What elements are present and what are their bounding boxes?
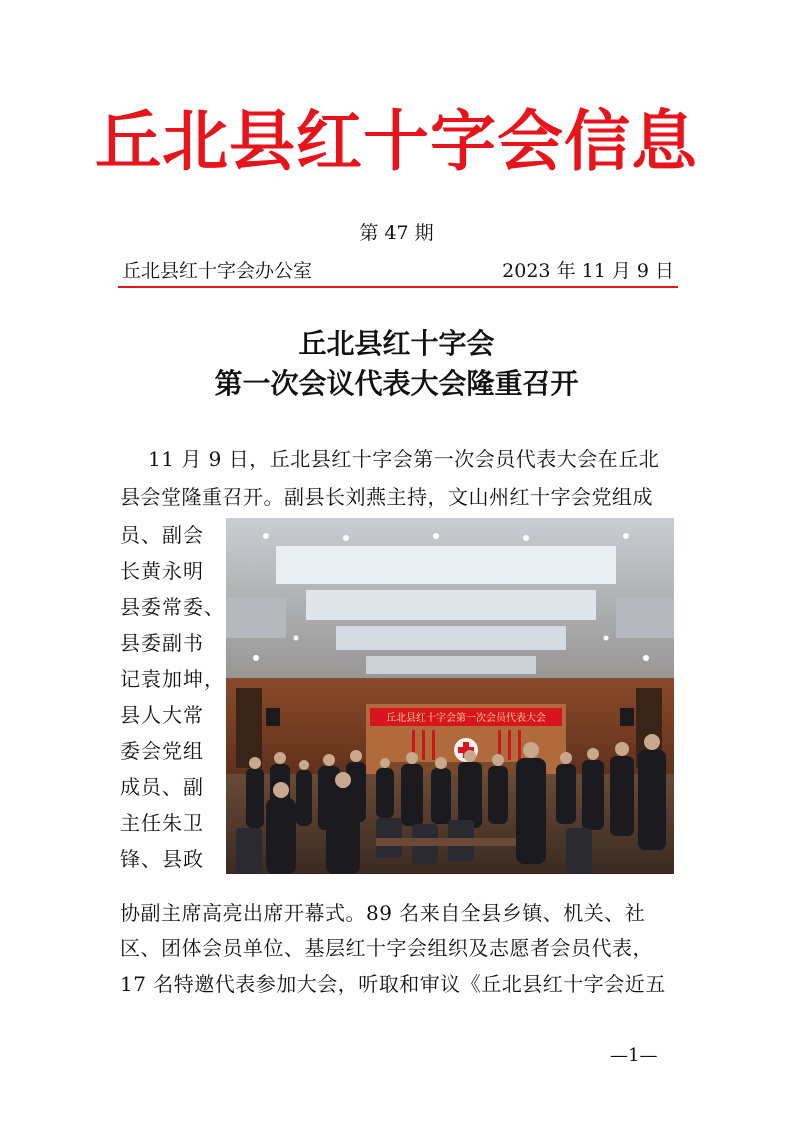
header-rule xyxy=(118,286,678,288)
wrapped-line-6: 县人大常 xyxy=(120,703,204,727)
wrapped-line-5: 记袁加坤， xyxy=(120,667,225,691)
body-line-3: 协副主席高亮出席开幕式。89 名来自全县乡镇、机关、社 xyxy=(120,901,646,925)
wrapped-line-8: 成员、副 xyxy=(120,775,204,799)
body-line-5: 17 名特邀代表参加大会，听取和审议《丘北县红十字会近五 xyxy=(120,972,666,996)
headline-line-1: 丘北县红十字会 xyxy=(298,327,495,360)
wrapped-line-10: 锋、县政 xyxy=(120,847,204,871)
body-line-1: 11 月 9 日，丘北县红十字会第一次会员代表大会在丘北 xyxy=(148,447,660,471)
wrapped-line-7: 委会党组 xyxy=(120,739,204,763)
issuing-office: 丘北县红十字会办公室 xyxy=(122,260,313,282)
meeting-photo xyxy=(226,518,674,874)
wrapped-line-9: 主任朱卫 xyxy=(120,811,204,835)
wrapped-line-2: 长黄永明 xyxy=(120,559,204,583)
wrapped-line-1: 员、副会 xyxy=(120,523,204,547)
page-number: —1— xyxy=(610,1045,658,1066)
body-line-4: 区、团体会员单位、基层红十字会组织及志愿者会员代表， xyxy=(120,936,653,960)
headline-line-2: 第一次会议代表大会隆重召开 xyxy=(214,367,579,400)
issue-number: 第 47 期 xyxy=(359,222,434,244)
publication-date: 2023 年 11 月 9 日 xyxy=(502,260,674,282)
wrapped-line-3: 县委常委、 xyxy=(120,595,225,619)
wrapped-line-4: 县委副书 xyxy=(120,631,204,655)
body-line-2: 县会堂隆重召开。副县长刘燕主持，文山州红十字会党组成 xyxy=(120,485,653,509)
masthead-title: 丘北县红十字会信息 xyxy=(95,102,698,180)
banner-text: 丘北县红十字会第一次会员代表大会 xyxy=(386,713,546,724)
